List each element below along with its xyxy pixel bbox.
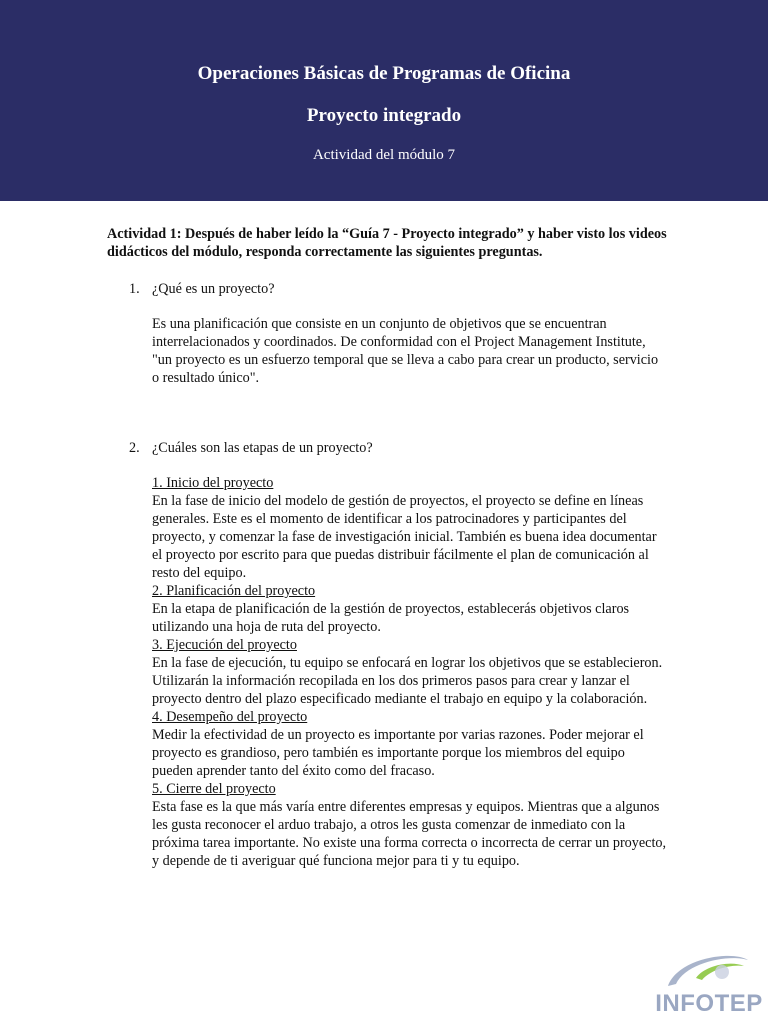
phase-title: 4. Desempeño del proyecto [152,709,308,725]
answer-text: Es una planificación que consiste en un conjunto de objetivos que se encuentran interrelacionados y coordinados. De conformidad con el Project Management Institute, "un proyecto es un esfuerzo temporal que se lleva a cabo para crear un producto, servicio o resultado único". [152,316,659,386]
question-number: 1. [129,281,140,297]
phase-description: En la fase de ejecución, tu equipo se enfocará en lograr los objetivos que se establecieron. Utilizarán la información recopilada en los dos primeros pasos para crear y lanzar el proyecto dentro del plazo especificado mediante el trabajo en equipo y la colaboración. [152,655,663,707]
activity-label: Actividad del módulo 7 [312,147,456,163]
document-title: Operaciones Básicas de Programas de Oficina [197,63,571,84]
document-header [0,0,768,201]
logo-text: INFOTEP [655,990,763,1017]
phase-title: 3. Ejecución del proyecto [152,637,297,653]
phase-description: En la etapa de planificación de la gestión de proyectos, establecerás objetivos claros utilizando una hoja de ruta del proyecto. [152,601,630,635]
phase-description: En la fase de inicio del modelo de gestión de proyectos, el proyecto se define en líneas generales. Este es el momento de identificar a los patrocinadores y participantes del proyecto, y comenzar la fase de investigación inicial. También es buena idea documentar el proyecto por escrito para que puedas distribuir fácilmente el plan de comunicación al resto del equipo. [152,493,657,581]
phase-description: Esta fase es la que más varía entre diferentes empresas y equipos. Mientras que a algunos les gusta reconocer el arduo trabajo, a otros les gusta comenzar de inmediato con la próxima tarea importante. No existe una forma correcta o incorrecta de cerrar un proyecto, y depende de ti averiguar qué funciona mejor para ti y tu equipo. [152,799,667,869]
document-subtitle: Proyecto integrado [306,105,462,126]
question-number: 2. [129,440,140,456]
question-text: ¿Cuáles son las etapas de un proyecto? [152,440,373,456]
document-body [107,225,667,870]
phase-description: Medir la efectividad de un proyecto es importante por varias razones. Poder mejorar el proyecto es grandioso, pero también es importante porque los miembros del equipo pueden aprender tanto del éxito como del fracaso. [152,727,644,779]
phase-title: 1. Inicio del proyecto [152,475,274,491]
phase-title: 2. Planificación del proyecto [152,583,316,599]
question-1 [107,280,667,387]
question-2 [107,439,667,870]
activity-instructions: Actividad 1: Después de haber leído la “Guía 7 - Proyecto integrado” y haber visto los videos didácticos del módulo, responda correctamente las siguientes preguntas. [107,226,667,260]
phase-list [152,474,667,870]
question-text: ¿Qué es un proyecto? [152,281,275,297]
phase-title: 5. Cierre del proyecto [152,781,276,797]
